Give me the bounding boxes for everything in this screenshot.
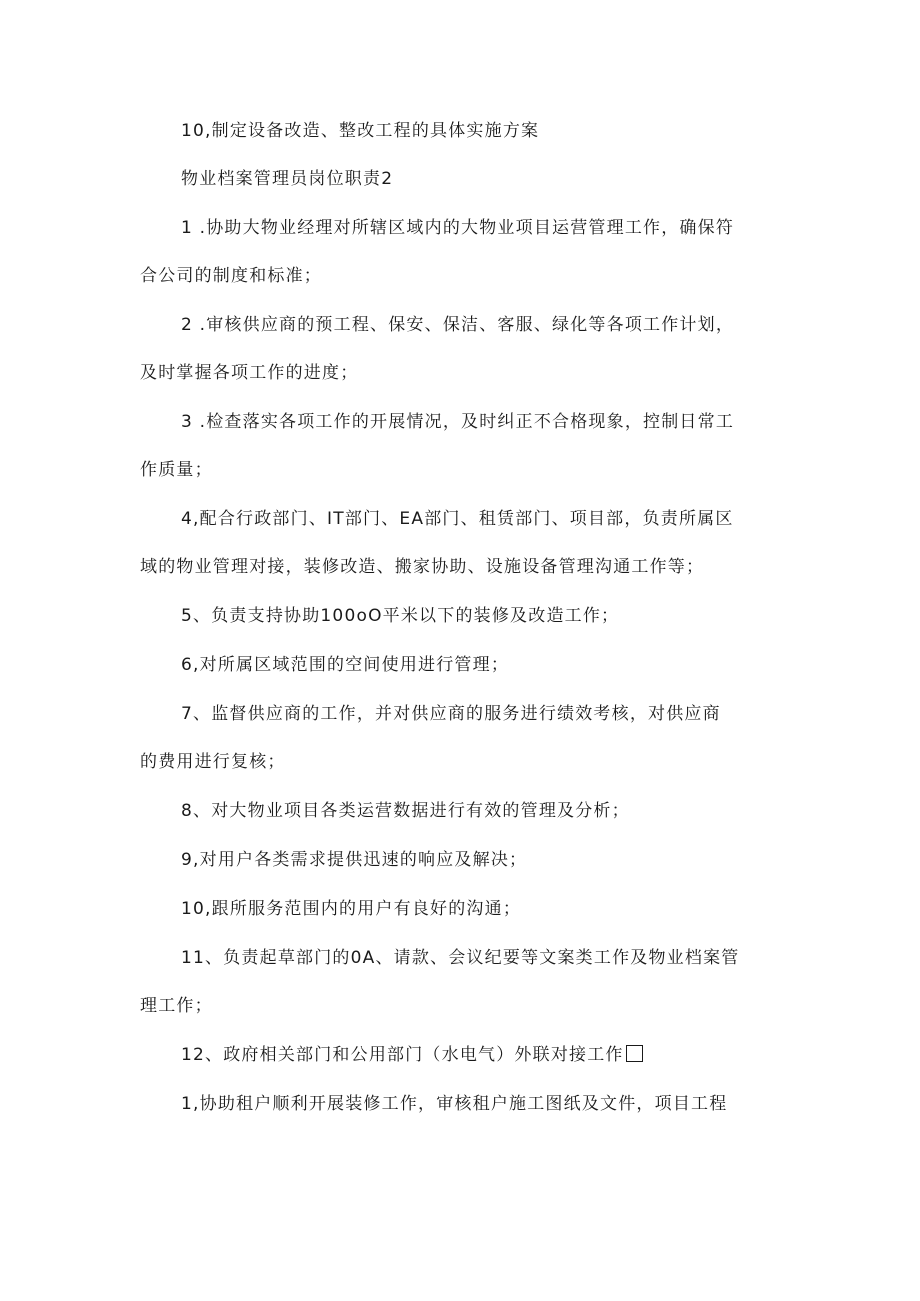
- paragraph-line: 5、负责支持协助100oO平米以下的装修及改造工作；: [181, 606, 620, 626]
- paragraph-line-with-box: [140, 1042, 780, 1068]
- paragraph-line: 9,对用户各类需求提供迅速的响应及解决；: [181, 850, 528, 870]
- document-body: [140, 118, 780, 1117]
- paragraph-line: 合公司的制度和标准；: [140, 266, 322, 286]
- section-heading: 物业档案管理员岗位职责2: [181, 169, 394, 189]
- paragraph-line: 11、负责起草部门的0A、请款、会议纪要等文案类工作及物业档案管: [181, 948, 740, 968]
- paragraph-line: 1,协助租户顺利开展装修工作，审核租户施工图纸及文件，项目工程: [181, 1094, 728, 1114]
- paragraph-line: 的费用进行复核；: [140, 752, 286, 772]
- paragraph-line: 6,对所属区域范围的空间使用进行管理；: [181, 655, 510, 675]
- paragraph-line: 作质量；: [140, 460, 213, 480]
- paragraph-line: 2 .审核供应商的预工程、保安、保洁、客服、绿化等各项工作计划，: [181, 315, 735, 335]
- missing-glyph-box-icon: [626, 1045, 643, 1062]
- paragraph-line: 域的物业管理对接，装修改造、搬家协助、设施设备管理沟通工作等；: [140, 557, 705, 577]
- paragraph-line: 10,跟所服务范围内的用户有良好的沟通；: [181, 899, 522, 919]
- paragraph-line: 4,配合行政部门、IT部门、EA部门、租赁部门、项目部，负责所属区: [181, 509, 734, 529]
- paragraph-line: 及时掌握各项工作的进度；: [140, 363, 359, 383]
- paragraph-line: 8、对大物业项目各类运营数据进行有效的管理及分析；: [181, 801, 630, 821]
- paragraph-line: 1 .协助大物业经理对所辖区域内的大物业项目运营管理工作，确保符: [181, 218, 735, 238]
- paragraph-line: 3 .检查落实各项工作的开展情况，及时纠正不合格现象，控制日常工: [181, 412, 735, 432]
- paragraph-text: 12、政府相关部门和公用部门（水电气）外联对接工作: [181, 1045, 624, 1065]
- paragraph-line: 7、监督供应商的工作，并对供应商的服务进行绩效考核，对供应商: [181, 704, 721, 724]
- paragraph-line: 10,制定设备改造、整改工程的具体实施方案: [181, 121, 540, 141]
- paragraph-line: 理工作；: [140, 996, 213, 1016]
